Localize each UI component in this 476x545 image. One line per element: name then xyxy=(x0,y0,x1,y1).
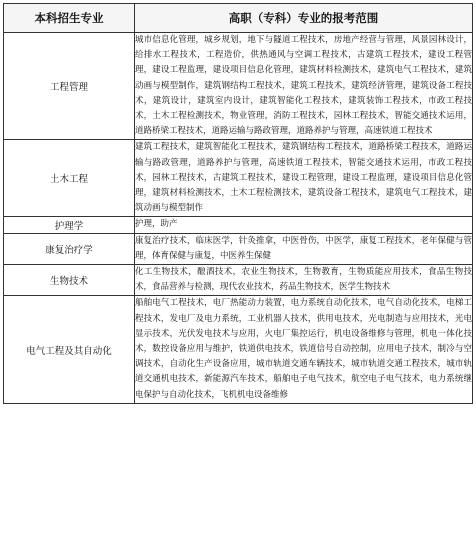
eligible-majors: 化工生物技术，酿酒技术，农业生物技术，生物教育，生物质能应用技术，食品生物技术，食品营养与检测，现代农业技术，药品生物技术，医学生物技术 xyxy=(135,265,473,296)
table-row xyxy=(4,265,473,296)
major-name: 工程管理 xyxy=(4,33,135,140)
major-name: 土木工程 xyxy=(4,140,135,217)
major-scope-table xyxy=(3,3,473,404)
header-vocational-scope: 高职（专科）专业的报考范围 xyxy=(135,4,473,33)
table-row xyxy=(4,217,473,233)
table-row xyxy=(4,233,473,264)
header-undergraduate-major: 本科招生专业 xyxy=(4,4,135,33)
eligible-majors: 康复治疗技术，临床医学，针灸推拿，中医骨伤，中医学，康复工程技术，老年保健与管理，体育保健与康复，中医养生保健 xyxy=(135,233,473,264)
eligible-majors: 护理，助产 xyxy=(135,217,473,233)
eligible-majors: 城市信息化管理，城乡规划，地下与隧道工程技术，房地产经营与管理，风景园林设计，给排水工程技术，工程造价，供热通风与空调工程技术，古建筑工程技术，建设工程管理，建设工程监理，建设项目信息化管理，建筑材料检测技术，建筑电气工程技术，建筑动画与模型制作，建筑钢结构工程技术，建筑工程技术，建筑经济管理，建筑设备工程技术，建筑设计，建筑室内设计，建筑智能化工程技术，建筑装饰工程技术，市政工程技术，土木工程检测技术，物业管理，消防工程技术，园林工程技术，智能交通技术运用，道路桥梁工程技术，道路运输与路政管理，道路养护与管理，高速铁道工程技术 xyxy=(135,33,473,140)
eligible-majors: 船舶电气工程技术，电厂热能动力装置，电力系统自动化技术，电气自动化技术，电梯工程技术，发电厂及电力系统，工业机器人技术，供用电技术，光电制造与应用技术，光电显示技术，光伏发电技术与应用，火电厂集控运行，机电设备维修与管理，机电一体化技术，数控设备应用与维护，铁道供电技术，铁道信号自动控制，应用电子技术，制冷与空调技术，自动化生产设备应用，城市轨道交通车辆技术，城市轨道交通工程技术，城市轨道交通机电技术，新能源汽车技术，船舶电子电气技术，航空电子电气技术，电力系统继电保护与自动化技术，飞机机电设备维修 xyxy=(135,296,473,403)
table-row xyxy=(4,33,473,140)
table-header-row xyxy=(4,4,473,33)
eligible-majors: 建筑工程技术，建筑智能化工程技术，建筑钢结构工程技术，道路桥梁工程技术，道路运输与路政管理，道路养护与管理，高速铁道工程技术，智能交通技术运用，市政工程技术，园林工程技术，古建筑工程技术，建设工程管理，建设工程监理，建设项目信息化管理，建筑材料检测技术，土木工程检测技术，建筑设备工程技术，建筑电气工程技术，建筑动画与模型制作 xyxy=(135,140,473,217)
table-row xyxy=(4,296,473,403)
major-name: 护理学 xyxy=(4,217,135,233)
major-name: 生物技术 xyxy=(4,265,135,296)
major-name: 电气工程及其自动化 xyxy=(4,296,135,403)
major-name: 康复治疗学 xyxy=(4,233,135,264)
table-row xyxy=(4,140,473,217)
